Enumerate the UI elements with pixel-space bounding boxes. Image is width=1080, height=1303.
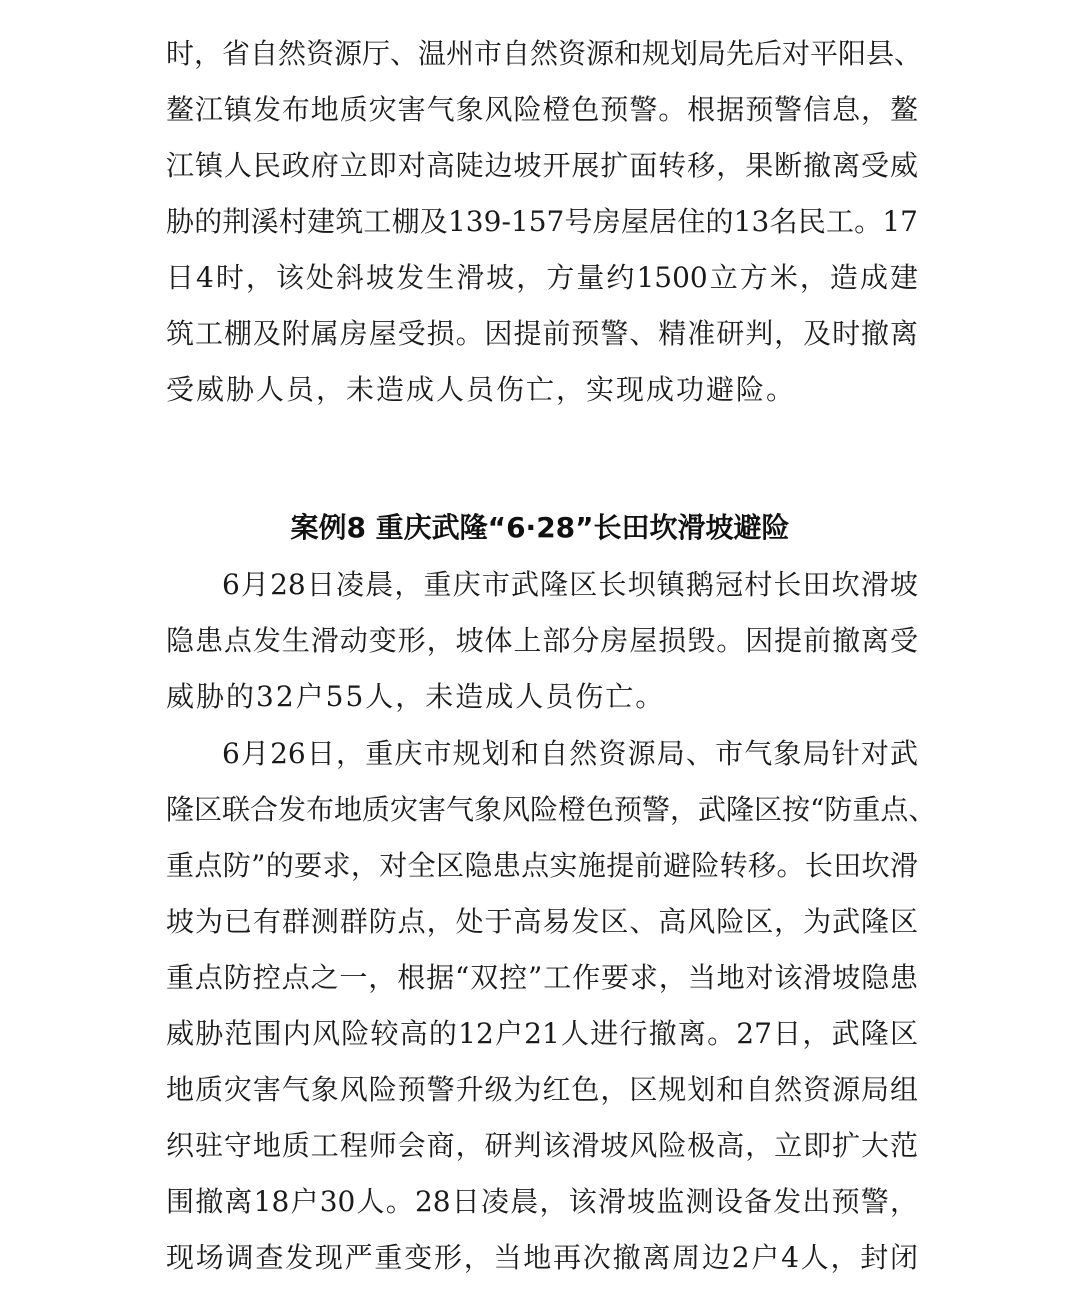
body-line: 威胁的32户55人，未造成人员伤亡。 <box>166 680 666 713</box>
body-line: 织驻守地质工程师会商，研判该滑坡风险极高，立即扩大范 <box>166 1129 918 1162</box>
body-line: 时，省自然资源厅、温州市自然资源和规划局先后对平阳县、 <box>166 37 923 70</box>
body-line: 受威胁人员，未造成人员伤亡，实现成功避险。 <box>166 373 797 406</box>
body-line: 隆区联合发布地质灾害气象风险橙色预警，武隆区按“防重点、 <box>166 793 937 826</box>
body-line: 6月26日，重庆市规划和自然资源局、市气象局针对武 <box>222 737 918 770</box>
body-line: 地质灾害气象风险预警升级为红色，区规划和自然资源局组 <box>166 1073 918 1106</box>
body-line: 日4时，该处斜坡发生滑坡，方量约1500立方米，造成建 <box>166 261 918 294</box>
body-line: 围撤离18户30人。28日凌晨，该滑坡监测设备发出预警， <box>166 1185 918 1218</box>
body-line: 坡为已有群测群防点，处于高易发区、高风险区，为武隆区 <box>166 905 918 938</box>
body-line: 重点防控点之一，根据“双控”工作要求，当地对该滑坡隐患 <box>166 961 918 994</box>
body-line: 鳌江镇发布地质灾害气象风险橙色预警。根据预警信息，鳌 <box>166 93 918 126</box>
body-line: 6月28日凌晨，重庆市武隆区长坝镇鹅冠村长田坎滑坡 <box>222 568 918 601</box>
body-line: 威胁范围内风险较高的12户21人进行撤离。27日，武隆区 <box>166 1017 918 1050</box>
body-line: 现场调查发现严重变形，当地再次撤离周边2户4人，封闭 <box>166 1241 918 1274</box>
body-line: 重点防”的要求，对全区隐患点实施提前避险转移。长田坎滑 <box>166 849 918 882</box>
body-line: 隐患点发生滑动变形，坡体上部分房屋损毁。因提前撤离受 <box>166 624 918 657</box>
body-line: 胁的荆溪村建筑工棚及139-157号房屋居住的13名民工。17 <box>166 205 918 238</box>
case-title: 案例8 重庆武隆“6·28”长田坎滑坡避险 <box>290 511 790 544</box>
body-line: 筑工棚及附属房屋受损。因提前预警、精准研判，及时撤离 <box>166 317 918 350</box>
body-line: 江镇人民政府立即对高陡边坡开展扩面转移，果断撤离受威 <box>166 149 918 182</box>
